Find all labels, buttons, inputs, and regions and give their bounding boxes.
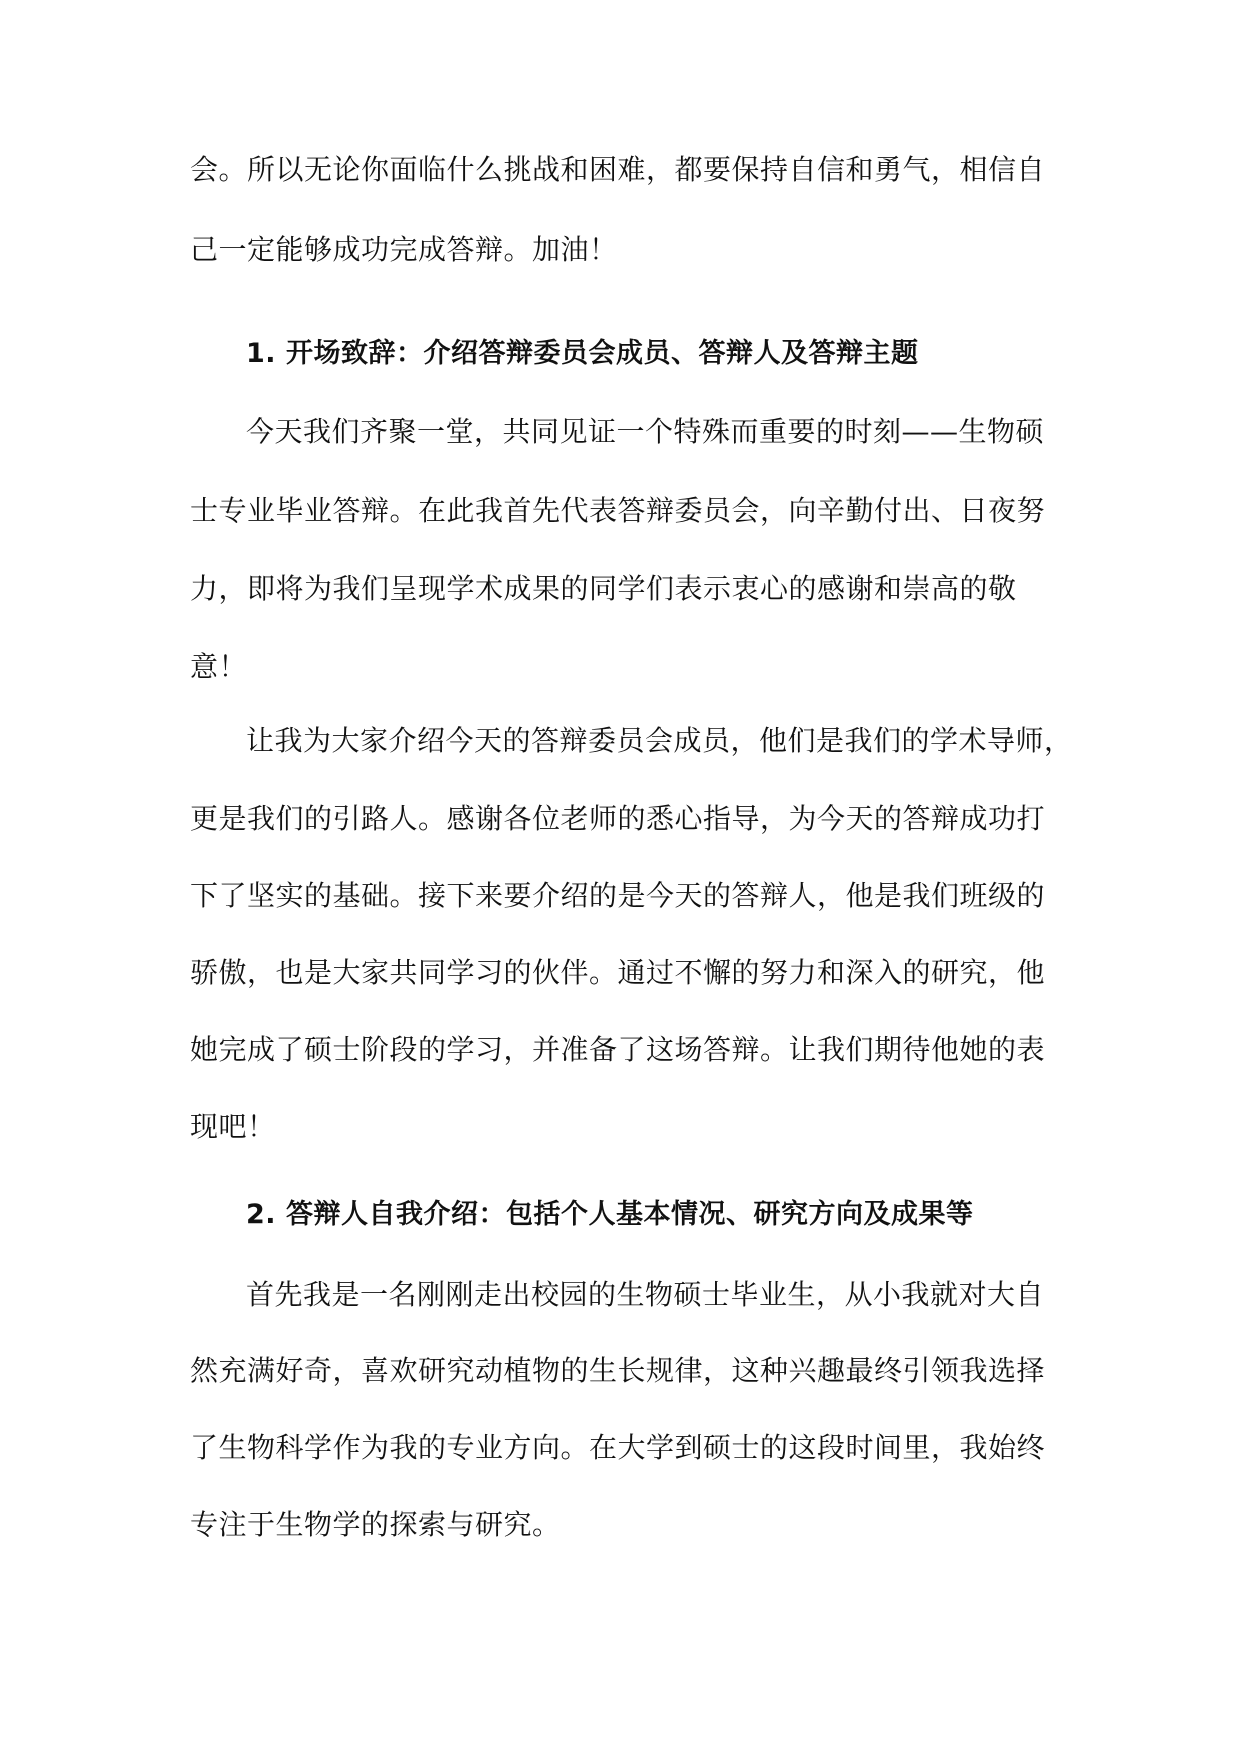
- paragraph-line: 会。所以无论你面临什么挑战和困难，都要保持自信和勇气，相信自: [190, 153, 1046, 186]
- paragraph-line: 专注于生物学的探索与研究。: [190, 1508, 561, 1541]
- paragraph-line: 现吧！: [190, 1110, 276, 1143]
- section-heading-1: 1. 开场致辞：介绍答辩委员会成员、答辩人及答辩主题: [246, 338, 919, 369]
- paragraph-line: 力，即将为我们呈现学术成果的同学们表示衷心的感谢和崇高的敬: [190, 572, 1017, 605]
- paragraph-line: 更是我们的引路人。感谢各位老师的悉心指导，为今天的答辩成功打: [190, 802, 1046, 835]
- paragraph-line: 己一定能够成功完成答辩。加油！: [190, 233, 618, 266]
- paragraph-line: 然充满好奇，喜欢研究动植物的生长规律，这种兴趣最终引领我选择: [190, 1354, 1046, 1387]
- paragraph-line: 让我为大家介绍今天的答辩委员会成员，他们是我们的学术导师，: [246, 724, 1073, 757]
- paragraph-line: 了生物科学作为我的专业方向。在大学到硕士的这段时间里，我始终: [190, 1431, 1046, 1464]
- paragraph-line: 今天我们齐聚一堂，共同见证一个特殊而重要的时刻——生物硕: [246, 415, 1045, 448]
- paragraph-line: 骄傲，也是大家共同学习的伙伴。通过不懈的努力和深入的研究，他: [190, 956, 1046, 989]
- paragraph-line: 士专业毕业答辩。在此我首先代表答辩委员会，向辛勤付出、日夜努: [190, 494, 1046, 527]
- paragraph-line: 首先我是一名刚刚走出校园的生物硕士毕业生，从小我就对大自: [246, 1278, 1045, 1311]
- section-heading-2: 2. 答辩人自我介绍：包括个人基本情况、研究方向及成果等: [246, 1199, 974, 1230]
- paragraph-line: 下了坚实的基础。接下来要介绍的是今天的答辩人，他是我们班级的: [190, 879, 1046, 912]
- paragraph-line: 她完成了硕士阶段的学习，并准备了这场答辩。让我们期待他她的表: [190, 1033, 1046, 1066]
- paragraph-line: 意！: [190, 650, 248, 683]
